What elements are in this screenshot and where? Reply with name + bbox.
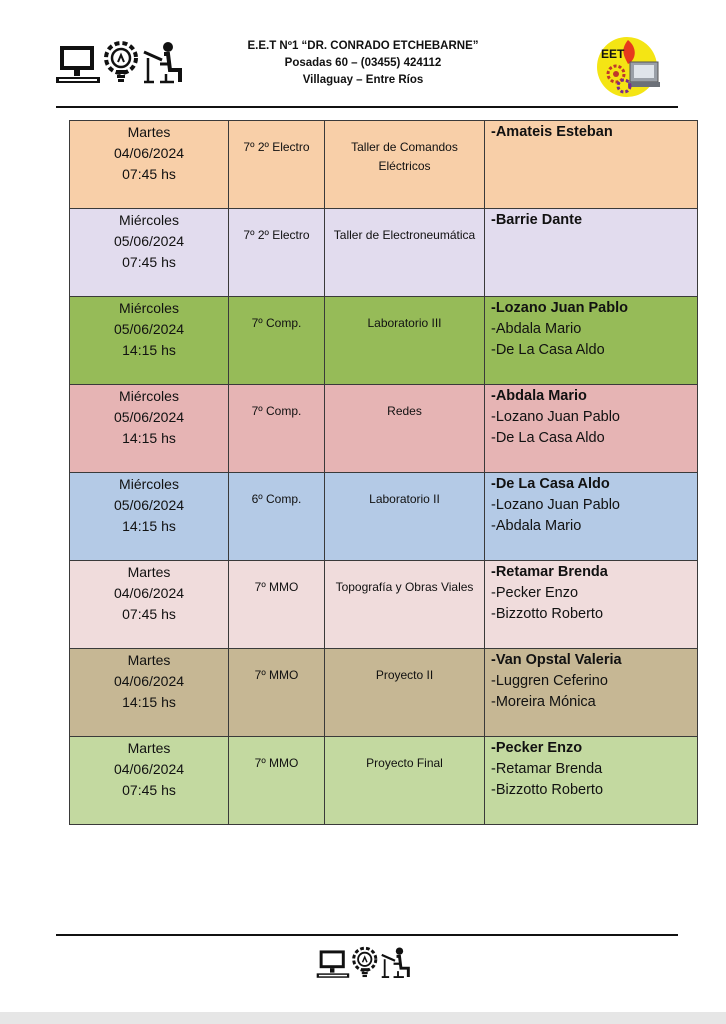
- subject-cell: Proyecto II: [325, 649, 485, 737]
- teachers-cell: [485, 385, 698, 473]
- teachers-cell: [485, 561, 698, 649]
- subject-cell: Laboratorio III: [325, 297, 485, 385]
- teacher: -De La Casa Aldo: [491, 342, 605, 358]
- date-cell: [70, 737, 229, 825]
- exam-day: Martes: [127, 652, 171, 668]
- lead-teacher: -Amateis Esteban: [491, 124, 613, 140]
- subject-cell: Laboratorio II: [325, 473, 485, 561]
- table-row: [70, 209, 698, 297]
- teacher: -Pecker Enzo: [491, 585, 579, 601]
- lead-teacher: -Van Opstal Valeria: [491, 652, 622, 668]
- course-cell: 7º Comp.: [229, 385, 325, 473]
- exam-date: 04/06/2024: [113, 585, 185, 601]
- course-cell: 7º Comp.: [229, 297, 325, 385]
- exam-time: 14:15 hs: [122, 518, 176, 534]
- logo-text: EET: [601, 47, 625, 61]
- lead-teacher: -Lozano Juan Pablo: [491, 300, 628, 316]
- exam-time: 07:45 hs: [122, 166, 176, 182]
- exam-schedule-table: [69, 120, 698, 825]
- teacher: -Abdala Mario: [491, 518, 582, 534]
- teachers-cell: [485, 297, 698, 385]
- school-logo: [594, 34, 662, 98]
- subject-cell: Redes: [325, 385, 485, 473]
- drafting-table-icon: [144, 42, 180, 82]
- exam-date: 05/06/2024: [113, 321, 185, 337]
- lightbulb-gear-icon: [354, 948, 376, 977]
- exam-day: Miércoles: [119, 476, 179, 492]
- computer-icon: [56, 46, 100, 83]
- footer-rule: [56, 934, 678, 936]
- footer-icons: [314, 946, 414, 980]
- teacher: -Abdala Mario: [491, 321, 582, 337]
- school-name: E.E.T Nº1 “DR. CONRADO ETCHEBARNE”: [247, 40, 479, 52]
- exam-date: 05/06/2024: [113, 497, 185, 513]
- exam-date: 04/06/2024: [113, 761, 185, 777]
- lead-teacher: -Retamar Brenda: [491, 564, 608, 580]
- table-row: [70, 649, 698, 737]
- date-cell: [70, 649, 229, 737]
- exam-day: Martes: [127, 124, 171, 140]
- teachers-cell: [485, 473, 698, 561]
- teachers-cell: [485, 209, 698, 297]
- exam-time: 14:15 hs: [122, 430, 176, 446]
- date-cell: [70, 473, 229, 561]
- course-cell: 7º 2º Electro: [229, 209, 325, 297]
- lead-teacher: -Pecker Enzo: [491, 740, 583, 756]
- lead-teacher: -Barrie Dante: [491, 212, 583, 228]
- exam-day: Martes: [127, 740, 171, 756]
- teacher: -De La Casa Aldo: [491, 430, 605, 446]
- date-cell: [70, 561, 229, 649]
- teacher: -Lozano Juan Pablo: [491, 409, 620, 425]
- computer-icon: [317, 950, 350, 977]
- table-row: [70, 561, 698, 649]
- drafting-table-icon: [382, 947, 409, 977]
- exam-time: 07:45 hs: [122, 606, 176, 622]
- teachers-cell: [485, 737, 698, 825]
- exam-day: Miércoles: [119, 388, 179, 404]
- exam-date: 04/06/2024: [113, 673, 185, 689]
- exam-date: 05/06/2024: [113, 409, 185, 425]
- teacher: -Bizzotto Roberto: [491, 782, 604, 798]
- page-bottom-band: [0, 1012, 726, 1024]
- exam-day: Miércoles: [119, 212, 179, 228]
- header-rule: [56, 106, 678, 108]
- exam-day: Miércoles: [119, 300, 179, 316]
- exam-date: 05/06/2024: [113, 233, 185, 249]
- teachers-cell: [485, 649, 698, 737]
- lead-teacher: -Abdala Mario: [491, 388, 587, 404]
- table-row: [70, 737, 698, 825]
- date-cell: [70, 385, 229, 473]
- lightbulb-gear-icon: [106, 43, 136, 82]
- subject-cell: Topografía y Obras Viales: [325, 561, 485, 649]
- subject-cell: Taller de Comandos Eléctricos: [325, 121, 485, 209]
- date-cell: [70, 297, 229, 385]
- teacher: -Lozano Juan Pablo: [491, 497, 620, 513]
- exam-time: 14:15 hs: [122, 342, 176, 358]
- exam-time: 07:45 hs: [122, 254, 176, 270]
- course-cell: 7º 2º Electro: [229, 121, 325, 209]
- course-cell: 7º MMO: [229, 649, 325, 737]
- date-cell: [70, 209, 229, 297]
- header-icons: [56, 40, 184, 86]
- exam-day: Martes: [127, 564, 171, 580]
- table-row: [70, 297, 698, 385]
- teacher: -Bizzotto Roberto: [491, 606, 604, 622]
- header-text: [200, 38, 526, 89]
- teachers-cell: [485, 121, 698, 209]
- subject-cell: Taller de Electroneumática: [325, 209, 485, 297]
- exam-time: 14:15 hs: [122, 694, 176, 710]
- table-row: [70, 473, 698, 561]
- teacher: -Moreira Mónica: [491, 694, 596, 710]
- subject-cell: Proyecto Final: [325, 737, 485, 825]
- schedule-body: [70, 121, 698, 825]
- exam-time: 07:45 hs: [122, 782, 176, 798]
- course-cell: 7º MMO: [229, 737, 325, 825]
- table-row: [70, 121, 698, 209]
- school-address: Posadas 60 – (03455) 424112: [284, 57, 442, 69]
- teacher: -Retamar Brenda: [491, 761, 603, 777]
- date-cell: [70, 121, 229, 209]
- exam-date: 04/06/2024: [113, 145, 185, 161]
- teacher: -Luggren Ceferino: [491, 673, 608, 689]
- course-cell: 7º MMO: [229, 561, 325, 649]
- school-city: Villaguay – Entre Ríos: [302, 74, 424, 86]
- course-cell: 6º Comp.: [229, 473, 325, 561]
- table-row: [70, 385, 698, 473]
- lead-teacher: -De La Casa Aldo: [491, 476, 610, 492]
